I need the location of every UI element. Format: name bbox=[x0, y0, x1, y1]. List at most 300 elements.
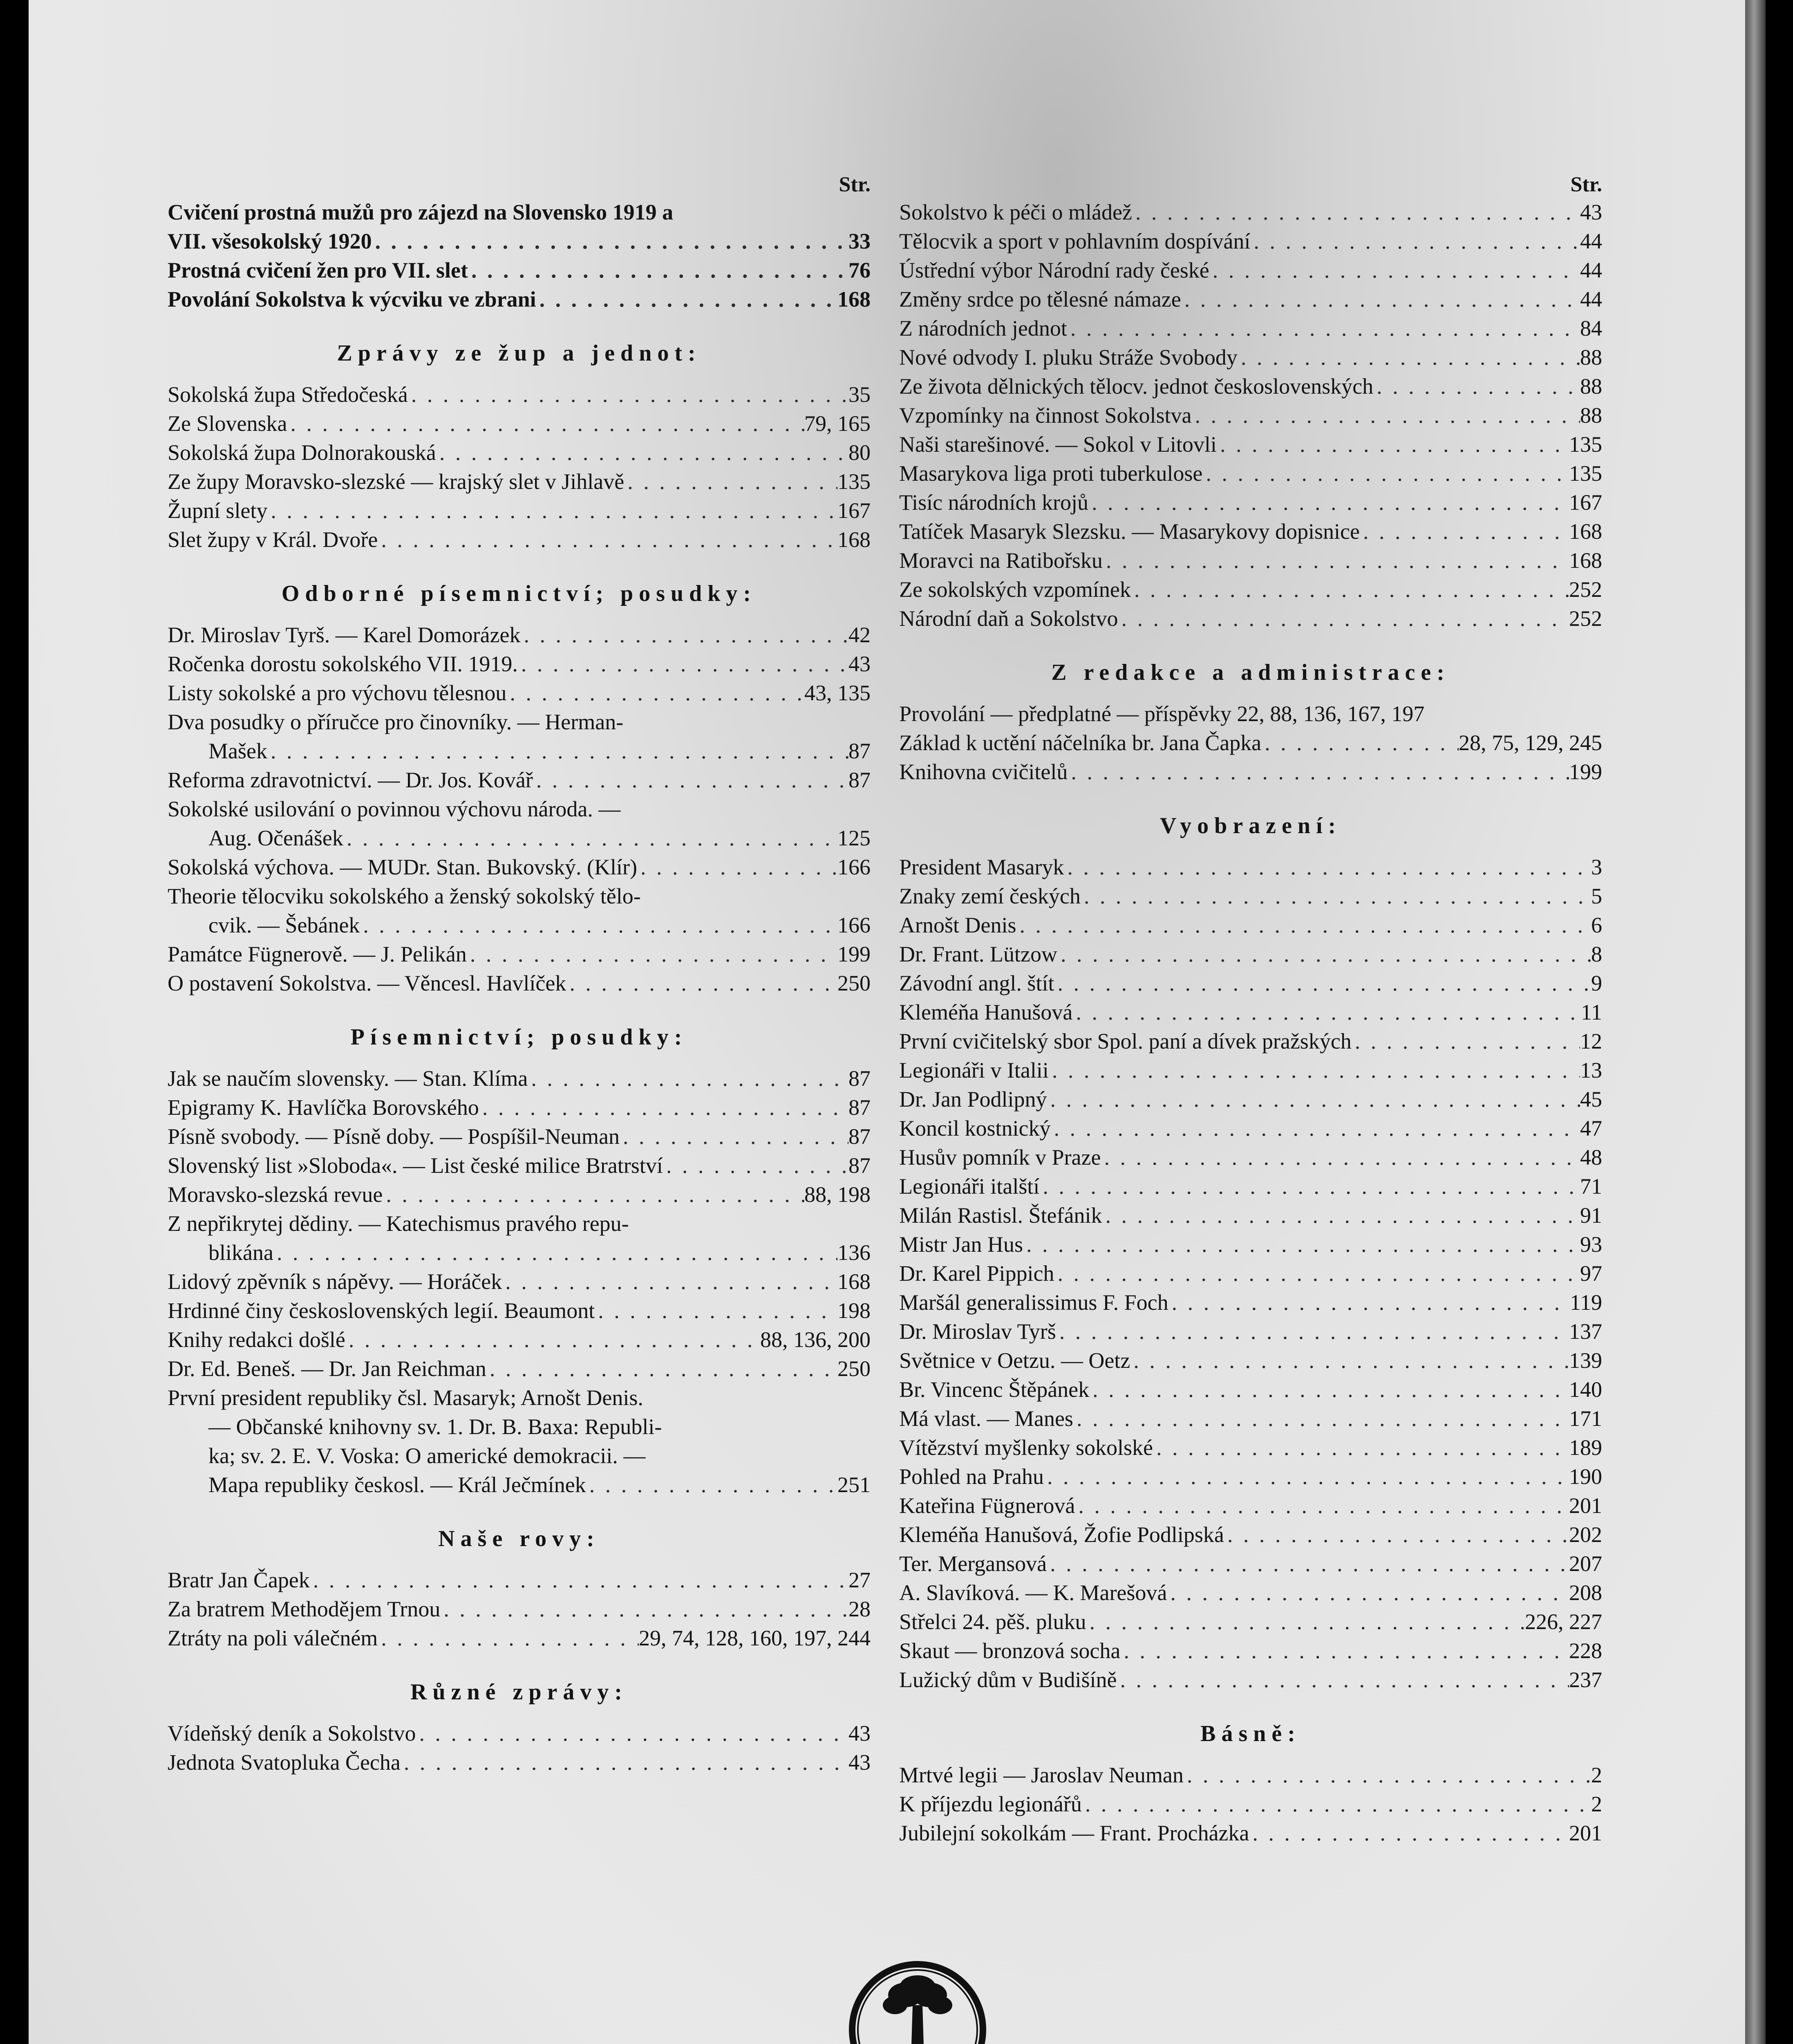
toc-entry-title: Dr. Ed. Beneš. — Dr. Jan Reichman bbox=[168, 1356, 486, 1381]
dot-leader bbox=[518, 650, 848, 679]
toc-entry bbox=[899, 853, 1602, 882]
toc-entry-title: A. Slavíková. — K. Marešová bbox=[899, 1580, 1167, 1605]
toc-entry bbox=[899, 882, 1602, 911]
toc-entry-title: Dr. Karel Pippich bbox=[899, 1261, 1054, 1286]
toc-entry bbox=[168, 227, 871, 256]
toc-entry-title: Dr. Jan Podlipný bbox=[899, 1087, 1047, 1112]
toc-entry bbox=[899, 699, 1602, 728]
dot-leader bbox=[310, 1566, 848, 1595]
toc-entry bbox=[168, 795, 871, 824]
dot-leader bbox=[1191, 401, 1580, 430]
toc-entry-pages: 87 bbox=[848, 1124, 871, 1149]
toc-entry bbox=[168, 198, 871, 227]
toc-entry-pages: 88 bbox=[1580, 374, 1602, 399]
toc-entry bbox=[168, 1470, 871, 1499]
toc-entry bbox=[899, 604, 1602, 633]
toc-entry bbox=[168, 285, 871, 314]
section-heading: Různé zprávy: bbox=[410, 1679, 628, 1705]
dot-leader bbox=[1064, 853, 1591, 882]
toc-entry-pages: 167 bbox=[1569, 490, 1602, 515]
toc-entry-pages: 87 bbox=[848, 768, 871, 792]
toc-entry bbox=[899, 1143, 1602, 1172]
toc-entry-title: Moravsko-slezská revue bbox=[168, 1182, 383, 1207]
toc-entry-pages: 27 bbox=[848, 1568, 871, 1592]
dot-leader bbox=[1102, 1201, 1580, 1230]
toc-entry bbox=[899, 1636, 1602, 1665]
dot-leader bbox=[566, 969, 837, 998]
toc-entry-pages: 207 bbox=[1569, 1551, 1602, 1576]
toc-entry-title: Ze života dělnických tělocv. jednot československých bbox=[899, 374, 1374, 399]
toc-entry-title: Sokolská výchova. — MUDr. Stan. Bukovský. (Klír) bbox=[168, 855, 637, 879]
dot-leader bbox=[1131, 575, 1569, 604]
toc-entry-title: Knihy redakci došlé bbox=[168, 1327, 345, 1352]
dot-leader bbox=[416, 1719, 848, 1748]
toc-entry-title: Arnošt Denis bbox=[899, 913, 1016, 937]
toc-entry bbox=[168, 1595, 871, 1624]
toc-entry-title: Znaky zemí českých bbox=[899, 884, 1081, 908]
toc-entry-title: Provolání — předplatné — příspěvky 22, 88, 136, 167, 197 bbox=[899, 702, 1425, 726]
toc-entry-title: Sokolská župa Dolnorakouská bbox=[168, 440, 436, 465]
dot-leader bbox=[1217, 430, 1569, 459]
toc-entry bbox=[168, 911, 871, 940]
toc-entry bbox=[168, 1122, 871, 1151]
toc-entry bbox=[168, 1748, 871, 1777]
toc-entry-pages: 199 bbox=[1569, 760, 1602, 784]
dot-leader bbox=[1167, 1578, 1569, 1607]
toc-entry-pages: 119 bbox=[1570, 1290, 1602, 1315]
toc-entry-title: Ztráty na poli válečném bbox=[168, 1626, 378, 1650]
toc-entry-title: Kleméňa Hanušová bbox=[899, 1000, 1073, 1024]
toc-entry-pages: 201 bbox=[1569, 1493, 1602, 1518]
toc-entry-pages: 43 bbox=[848, 1721, 871, 1746]
toc-entry bbox=[899, 1549, 1602, 1578]
toc-entry-title: Za bratrem Methodějem Trnou bbox=[168, 1597, 441, 1621]
dot-leader bbox=[586, 1470, 837, 1499]
toc-entry bbox=[168, 1719, 871, 1748]
dot-leader bbox=[372, 227, 848, 256]
dot-leader bbox=[1089, 1375, 1569, 1404]
toc-entry-pages: 45 bbox=[1580, 1087, 1602, 1112]
toc-entry-title: Br. Vincenc Štěpánek bbox=[899, 1377, 1090, 1402]
section-heading: Zprávy ze žup a jednot: bbox=[337, 341, 701, 366]
toc-entry-title: Písně svobody. — Písně doby. — Pospíšil-Neuman bbox=[168, 1124, 620, 1149]
dot-leader bbox=[1050, 1114, 1580, 1143]
dot-leader bbox=[267, 737, 848, 766]
toc-entry bbox=[168, 496, 871, 525]
toc-entry-pages: 171 bbox=[1569, 1406, 1602, 1431]
toc-entry bbox=[899, 401, 1602, 430]
toc-entry-title: Mašek bbox=[208, 739, 267, 763]
toc-entry bbox=[899, 1114, 1602, 1143]
toc-entry-pages: 135 bbox=[1569, 461, 1602, 486]
toc-entry-pages: 168 bbox=[837, 287, 871, 312]
dot-leader bbox=[401, 1748, 848, 1777]
toc-entry bbox=[168, 1064, 871, 1093]
toc-entry bbox=[899, 758, 1602, 787]
toc-entry-title: Dva posudky o příručce pro činovníky. — Herman- bbox=[168, 710, 624, 734]
dot-leader bbox=[343, 824, 837, 853]
toc-entry-title: Mrtvé legii — Jaroslav Neuman bbox=[899, 1763, 1184, 1787]
dot-leader bbox=[1082, 1790, 1591, 1819]
toc-entry bbox=[168, 1412, 871, 1441]
dot-leader bbox=[624, 467, 837, 496]
toc-entry-pages: 88 bbox=[1580, 403, 1602, 428]
toc-entry-pages: 43, 135 bbox=[804, 681, 871, 705]
toc-entry-title: Tatíček Masaryk Slezsku. — Masarykovy dopisnice bbox=[899, 519, 1360, 544]
toc-entry bbox=[168, 1354, 871, 1383]
dot-leader bbox=[440, 1595, 848, 1624]
dot-leader bbox=[383, 1180, 804, 1209]
toc-entry-pages: 48 bbox=[1580, 1145, 1602, 1170]
toc-entry bbox=[899, 1085, 1602, 1114]
toc-entry bbox=[899, 1761, 1602, 1790]
toc-entry bbox=[899, 198, 1602, 227]
dot-leader bbox=[267, 496, 837, 525]
toc-entry bbox=[168, 1325, 871, 1354]
toc-entry bbox=[168, 940, 871, 969]
dot-leader bbox=[637, 853, 837, 882]
toc-entry-title: Změny srdce po tělesné námaze bbox=[899, 287, 1181, 312]
toc-entry-title: Ústřední výbor Národní rady české bbox=[899, 258, 1209, 282]
toc-entry bbox=[168, 1624, 871, 1653]
toc-entry bbox=[168, 1296, 871, 1325]
toc-entry-title: Maršál generalissimus F. Foch bbox=[899, 1290, 1168, 1315]
dot-leader bbox=[1067, 314, 1580, 343]
dot-leader bbox=[595, 1296, 837, 1325]
toc-entry-pages: 88, 136, 200 bbox=[760, 1327, 871, 1352]
dot-leader bbox=[528, 1064, 848, 1093]
toc-entry-title: VII. všesokolský 1920 bbox=[168, 229, 372, 253]
toc-entry-pages: 137 bbox=[1569, 1319, 1602, 1344]
dot-leader bbox=[378, 1624, 639, 1653]
toc-entry-title: Naši starešinové. — Sokol v Litovli bbox=[899, 432, 1217, 457]
toc-entry-pages: 29, 74, 128, 160, 197, 244 bbox=[639, 1626, 871, 1650]
toc-entry bbox=[899, 1790, 1602, 1819]
toc-entry-title: Listy sokolské a pro výchovu tělesnou bbox=[168, 681, 507, 705]
toc-entry-pages: 5 bbox=[1591, 884, 1602, 908]
toc-entry-pages: 168 bbox=[837, 527, 871, 552]
toc-entry bbox=[168, 969, 871, 998]
toc-entry-pages: 201 bbox=[1569, 1821, 1602, 1845]
toc-entry-pages: 250 bbox=[837, 971, 871, 995]
toc-entry-title: Vídeňský deník a Sokolstvo bbox=[168, 1721, 416, 1746]
toc-entry-title: Epigramy K. Havlíčka Borovského bbox=[168, 1095, 479, 1120]
toc-entry bbox=[899, 546, 1602, 575]
sokol-tree-emblem bbox=[844, 1956, 991, 2044]
toc-entry-pages: 43 bbox=[848, 652, 871, 676]
section-heading: Písemnictví; posudky: bbox=[350, 1024, 688, 1050]
dot-leader bbox=[1118, 604, 1569, 633]
dot-leader bbox=[436, 438, 848, 467]
toc-entry bbox=[168, 1151, 871, 1180]
dot-leader bbox=[1044, 1462, 1569, 1491]
toc-entry-title: Cvičení prostná mužů pro zájezd na Slovensko 1919 a bbox=[168, 200, 674, 224]
dot-leader bbox=[378, 525, 837, 554]
dot-leader bbox=[663, 1151, 848, 1180]
dot-leader bbox=[1202, 459, 1569, 488]
right-column bbox=[899, 172, 1602, 1848]
toc-entry bbox=[899, 1520, 1602, 1549]
toc-entry-title: Župní slety bbox=[168, 498, 268, 523]
section-heading: Naše rovy: bbox=[438, 1526, 600, 1551]
toc-entry-pages: 43 bbox=[1580, 200, 1602, 224]
toc-entry-pages: 44 bbox=[1580, 287, 1602, 312]
toc-entry-pages: 44 bbox=[1580, 229, 1602, 253]
toc-entry-title: Střelci 24. pěš. pluku bbox=[899, 1609, 1086, 1634]
dot-leader bbox=[1054, 1259, 1580, 1288]
dot-leader bbox=[1250, 227, 1580, 256]
dot-leader bbox=[273, 1238, 837, 1267]
dot-leader bbox=[1168, 1288, 1570, 1317]
dot-leader bbox=[1352, 1027, 1580, 1056]
toc-entry bbox=[899, 1201, 1602, 1230]
toc-entry-pages: 42 bbox=[848, 623, 871, 647]
toc-entry bbox=[899, 911, 1602, 940]
dot-leader bbox=[1132, 198, 1580, 227]
toc-entry bbox=[899, 1665, 1602, 1694]
toc-entry-title: Legionáři italští bbox=[899, 1174, 1040, 1199]
toc-entry-title: Lidový zpěvník s nápěvy. — Horáček bbox=[168, 1269, 502, 1294]
toc-entry bbox=[899, 1491, 1602, 1520]
toc-entry-title: ka; sv. 2. E. V. Voska: O americké demokracii. — bbox=[208, 1443, 646, 1468]
toc-entry bbox=[899, 1404, 1602, 1433]
toc-entry bbox=[168, 1180, 871, 1209]
dot-leader bbox=[1081, 882, 1591, 911]
dot-leader bbox=[1073, 1404, 1569, 1433]
toc-entry-title: Vítězství myšlenky sokolské bbox=[899, 1435, 1153, 1460]
toc-entry bbox=[168, 1267, 871, 1296]
toc-entry bbox=[899, 343, 1602, 372]
dot-leader bbox=[1249, 1819, 1569, 1848]
toc-entry bbox=[899, 1462, 1602, 1491]
dot-leader bbox=[360, 911, 837, 940]
dot-leader bbox=[467, 940, 837, 969]
dot-leader bbox=[1047, 1085, 1580, 1114]
toc-entry-pages: 71 bbox=[1580, 1174, 1602, 1199]
toc-entry bbox=[899, 1259, 1602, 1288]
toc-entry-pages: 228 bbox=[1569, 1638, 1602, 1663]
left-column bbox=[168, 172, 871, 1777]
toc-entry-pages: 2 bbox=[1591, 1763, 1602, 1787]
toc-entry-pages: 140 bbox=[1569, 1377, 1602, 1402]
dot-leader bbox=[1120, 1636, 1569, 1665]
dot-leader bbox=[1153, 1433, 1569, 1462]
section-heading: Z redakce a administrace: bbox=[1051, 660, 1450, 685]
toc-entry-title: Sokolstvo k péči o mládež bbox=[899, 200, 1132, 224]
toc-entry-title: Památce Fügnerově. — J. Pelikán bbox=[168, 942, 467, 966]
toc-entry-pages: 97 bbox=[1580, 1261, 1602, 1286]
toc-entry-pages: 87 bbox=[848, 1153, 871, 1178]
toc-entry-pages: 252 bbox=[1569, 577, 1602, 602]
toc-entry-title: Jubilejní sokolkám — Frant. Procházka bbox=[899, 1821, 1249, 1845]
dot-leader bbox=[1360, 517, 1569, 546]
toc-entry-title: Dr. Frant. Lützow bbox=[899, 942, 1057, 966]
toc-entry-pages: 250 bbox=[837, 1356, 871, 1381]
toc-entry-pages: 87 bbox=[848, 1066, 871, 1091]
dot-leader bbox=[1117, 1665, 1569, 1694]
dot-leader bbox=[468, 256, 848, 285]
toc-entry-pages: 11 bbox=[1581, 1000, 1602, 1024]
toc-entry-pages: 202 bbox=[1569, 1522, 1602, 1547]
toc-entry bbox=[899, 372, 1602, 401]
dot-leader bbox=[486, 1354, 837, 1383]
dot-leader bbox=[1016, 911, 1591, 940]
toc-entry-pages: 28, 75, 129, 245 bbox=[1459, 731, 1602, 755]
toc-entry bbox=[168, 467, 871, 496]
toc-entry-title: Moravci na Ratibořsku bbox=[899, 548, 1103, 573]
toc-entry-title: Milán Rastisl. Štefánik bbox=[899, 1203, 1102, 1228]
toc-entry-pages: 198 bbox=[837, 1298, 871, 1323]
dot-leader bbox=[1209, 256, 1580, 285]
toc-entry-pages: 12 bbox=[1580, 1029, 1602, 1053]
toc-entry bbox=[899, 517, 1602, 546]
toc-entry-title: Má vlast. — Manes bbox=[899, 1406, 1073, 1431]
toc-entry bbox=[899, 1056, 1602, 1085]
section-heading: Básně: bbox=[1200, 1721, 1301, 1746]
toc-entry-title: Tisíc národních krojů bbox=[899, 490, 1088, 515]
toc-entry-pages: 3 bbox=[1591, 855, 1602, 879]
dot-leader bbox=[479, 1093, 848, 1122]
section-heading: Vyobrazení: bbox=[1160, 813, 1342, 838]
toc-entry bbox=[899, 1578, 1602, 1607]
dot-leader bbox=[1049, 1056, 1580, 1085]
toc-entry-pages: 88 bbox=[1580, 345, 1602, 370]
toc-entry bbox=[899, 728, 1602, 758]
dot-leader bbox=[1238, 343, 1580, 372]
toc-entry-pages: 251 bbox=[837, 1472, 871, 1497]
toc-entry-title: Světnice v Oetzu. — Oetz bbox=[899, 1348, 1130, 1373]
toc-entry-pages: 87 bbox=[848, 1095, 871, 1120]
dot-leader bbox=[1039, 1172, 1580, 1201]
toc-entry-title: Tělocvik a sport v pohlavním dospívání bbox=[899, 229, 1251, 253]
toc-entry bbox=[899, 1230, 1602, 1259]
toc-entry bbox=[899, 430, 1602, 459]
toc-entry-title: Dr. Miroslav Tyrš. — Karel Domorázek bbox=[168, 623, 521, 647]
toc-entry bbox=[168, 1238, 871, 1267]
toc-entry-title: Národní daň a Sokolstvo bbox=[899, 606, 1118, 631]
toc-entry bbox=[899, 998, 1602, 1027]
toc-entry bbox=[899, 1346, 1602, 1375]
toc-entry-title: Knihovna cvičitelů bbox=[899, 760, 1068, 784]
dot-leader bbox=[1047, 1549, 1569, 1578]
dot-leader bbox=[506, 679, 804, 708]
toc-entry-pages: 135 bbox=[1569, 432, 1602, 457]
toc-entry bbox=[168, 737, 871, 766]
toc-entry-title: Sokolská župa Středočeská bbox=[168, 382, 408, 407]
toc-entry-title: Ze Slovenska bbox=[168, 411, 287, 436]
toc-entry-pages: 88, 198 bbox=[804, 1182, 871, 1207]
toc-entry-pages: 166 bbox=[837, 855, 871, 879]
toc-entry bbox=[899, 1607, 1602, 1636]
toc-entry bbox=[168, 650, 871, 679]
dot-leader bbox=[502, 1267, 837, 1296]
dot-leader bbox=[533, 766, 848, 795]
dot-leader bbox=[1075, 1491, 1569, 1520]
dot-leader bbox=[1184, 1761, 1591, 1790]
toc-entry bbox=[168, 766, 871, 795]
toc-entry bbox=[168, 679, 871, 708]
dot-leader bbox=[1054, 969, 1591, 998]
toc-entry-title: Husův pomník v Praze bbox=[899, 1145, 1101, 1170]
toc-entry-pages: 168 bbox=[1569, 519, 1602, 544]
toc-entry-title: Sokolské usilování o povinnou výchovu národa. — bbox=[168, 797, 621, 821]
dot-leader bbox=[620, 1122, 848, 1151]
toc-entry-pages: 44 bbox=[1580, 258, 1602, 282]
toc-entry-pages: 208 bbox=[1569, 1580, 1602, 1605]
toc-entry bbox=[899, 1317, 1602, 1346]
dot-leader bbox=[536, 285, 837, 314]
toc-entry-title: Závodní angl. štít bbox=[899, 971, 1054, 995]
toc-entry bbox=[899, 1375, 1602, 1404]
toc-entry-title: O postavení Sokolstva. — Věncesl. Havlíček bbox=[168, 971, 566, 995]
toc-entry-title: Vzpomínky na činnost Sokolstva bbox=[899, 403, 1192, 428]
toc-entry bbox=[899, 314, 1602, 343]
page-column-label: Str. bbox=[839, 173, 871, 196]
toc-entry-title: Hrdinné činy československých legií. Beaumont bbox=[168, 1298, 595, 1323]
toc-entry-title: Masarykova liga proti tuberkulose bbox=[899, 461, 1203, 486]
toc-entry bbox=[899, 940, 1602, 969]
toc-entry bbox=[899, 969, 1602, 998]
toc-entry bbox=[168, 380, 871, 409]
toc-entry-pages: 168 bbox=[837, 1269, 871, 1294]
toc-entry bbox=[899, 459, 1602, 488]
toc-entry-title: Povolání Sokolstva k výcviku ve zbrani bbox=[168, 287, 536, 312]
toc-entry-pages: 47 bbox=[1580, 1116, 1602, 1141]
toc-entry bbox=[168, 1093, 871, 1122]
toc-entry-pages: 2 bbox=[1591, 1792, 1602, 1816]
toc-entry-title: blikána bbox=[208, 1240, 273, 1265]
toc-entry bbox=[168, 621, 871, 650]
dot-leader bbox=[1023, 1230, 1580, 1259]
toc-entry bbox=[899, 285, 1602, 314]
toc-entry bbox=[899, 227, 1602, 256]
toc-entry bbox=[899, 1172, 1602, 1201]
dot-leader bbox=[1130, 1346, 1569, 1375]
toc-entry-title: Koncil kostnický bbox=[899, 1116, 1051, 1141]
dot-leader bbox=[1224, 1520, 1569, 1549]
toc-entry bbox=[168, 1566, 871, 1595]
toc-entry-pages: 237 bbox=[1569, 1667, 1602, 1692]
toc-entry-title: Kateřina Fügnerová bbox=[899, 1493, 1075, 1518]
toc-entry-pages: 91 bbox=[1580, 1203, 1602, 1228]
toc-entry-pages: 93 bbox=[1580, 1232, 1602, 1257]
toc-entry bbox=[168, 882, 871, 911]
toc-entry bbox=[168, 438, 871, 467]
toc-entry-title: Ročenka dorostu sokolského VII. 1919. bbox=[168, 652, 518, 676]
dot-leader bbox=[521, 621, 848, 650]
section-heading: Odborné písemnictví; posudky: bbox=[281, 581, 757, 606]
dot-leader bbox=[1181, 285, 1580, 314]
dot-leader bbox=[1373, 372, 1580, 401]
toc-entry-pages: 125 bbox=[837, 826, 871, 850]
dot-leader bbox=[1068, 758, 1569, 787]
toc-entry-pages: 252 bbox=[1569, 606, 1602, 631]
toc-entry-pages: 33 bbox=[848, 229, 871, 253]
toc-entry-pages: 13 bbox=[1580, 1058, 1602, 1083]
toc-entry-title: První cvičitelský sbor Spol. paní a dívek pražských bbox=[899, 1029, 1352, 1053]
toc-entry bbox=[899, 1288, 1602, 1317]
toc-entry-title: Ze župy Moravsko-slezské — krajský slet v Jihlavě bbox=[168, 469, 625, 494]
toc-entry-title: Ze sokolských vzpomínek bbox=[899, 577, 1131, 602]
toc-entry bbox=[168, 1441, 871, 1470]
toc-entry-title: Jak se naučím slovensky. — Stan. Klíma bbox=[168, 1066, 528, 1091]
toc-entry-title: Z národních jednot bbox=[899, 316, 1067, 341]
toc-entry-title: Jednota Svatopluka Čecha bbox=[168, 1750, 401, 1775]
toc-entry-title: První president republiky čsl. Masaryk; Arnošt Denis. bbox=[168, 1385, 643, 1410]
toc-entry-title: Legionáři v Italii bbox=[899, 1058, 1049, 1083]
toc-entry-pages: 168 bbox=[1569, 548, 1602, 573]
toc-entry-pages: 135 bbox=[837, 469, 871, 494]
